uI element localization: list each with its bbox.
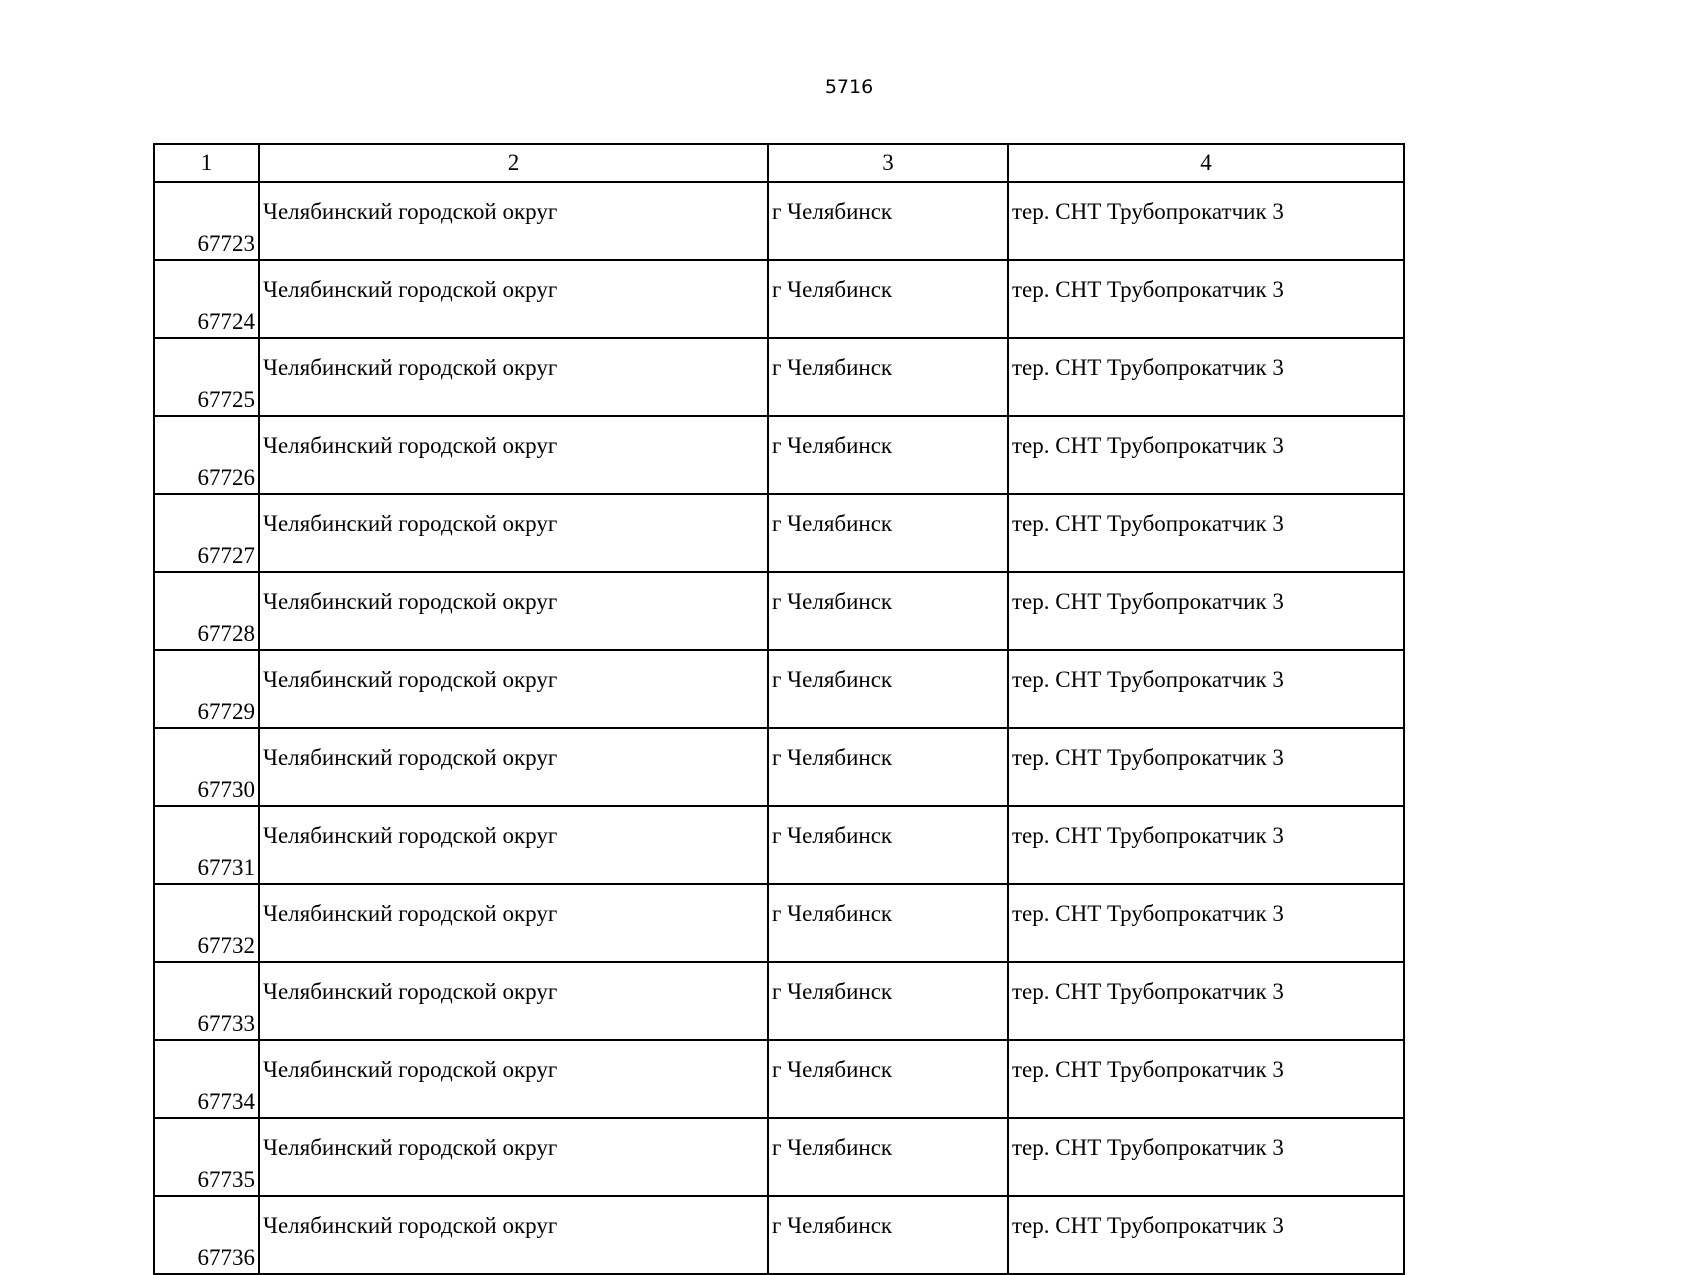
row-number-cell: 67735 (154, 1118, 259, 1196)
territory-cell: тер. СНТ Трубопрокатчик 3 (1008, 884, 1404, 962)
row-number-cell: 67728 (154, 572, 259, 650)
city-cell: г Челябинск (768, 728, 1008, 806)
table-row (154, 650, 1404, 728)
territory-cell: тер. СНТ Трубопрокатчик 3 (1008, 494, 1404, 572)
district-cell: Челябинский городской округ (259, 884, 768, 962)
row-number-cell: 67731 (154, 806, 259, 884)
district-cell: Челябинский городской округ (259, 728, 768, 806)
row-number-cell: 67734 (154, 1040, 259, 1118)
territory-cell: тер. СНТ Трубопрокатчик 3 (1008, 1196, 1404, 1274)
city-cell: г Челябинск (768, 806, 1008, 884)
table-row (154, 1196, 1404, 1274)
table-row (154, 1118, 1404, 1196)
district-cell: Челябинский городской округ (259, 182, 768, 260)
row-number-cell: 67733 (154, 962, 259, 1040)
column-header-4: 4 (1008, 144, 1404, 182)
territory-cell: тер. СНТ Трубопрокатчик 3 (1008, 182, 1404, 260)
territory-cell: тер. СНТ Трубопрокатчик 3 (1008, 338, 1404, 416)
row-number-cell: 67724 (154, 260, 259, 338)
territory-cell: тер. СНТ Трубопрокатчик 3 (1008, 260, 1404, 338)
territory-cell: тер. СНТ Трубопрокатчик 3 (1008, 572, 1404, 650)
territory-cell: тер. СНТ Трубопрокатчик 3 (1008, 416, 1404, 494)
data-table (153, 143, 1405, 1275)
row-number-cell: 67726 (154, 416, 259, 494)
territory-cell: тер. СНТ Трубопрокатчик 3 (1008, 1040, 1404, 1118)
territory-cell: тер. СНТ Трубопрокатчик 3 (1008, 1118, 1404, 1196)
row-number-cell: 67727 (154, 494, 259, 572)
district-cell: Челябинский городской округ (259, 338, 768, 416)
district-cell: Челябинский городской округ (259, 572, 768, 650)
district-cell: Челябинский городской округ (259, 260, 768, 338)
row-number-cell: 67736 (154, 1196, 259, 1274)
city-cell: г Челябинск (768, 962, 1008, 1040)
city-cell: г Челябинск (768, 1196, 1008, 1274)
table-row (154, 416, 1404, 494)
city-cell: г Челябинск (768, 1040, 1008, 1118)
column-header-2: 2 (259, 144, 768, 182)
table-row (154, 884, 1404, 962)
city-cell: г Челябинск (768, 338, 1008, 416)
city-cell: г Челябинск (768, 572, 1008, 650)
city-cell: г Челябинск (768, 182, 1008, 260)
row-number-cell: 67723 (154, 182, 259, 260)
city-cell: г Челябинск (768, 884, 1008, 962)
territory-cell: тер. СНТ Трубопрокатчик 3 (1008, 806, 1404, 884)
territory-cell: тер. СНТ Трубопрокатчик 3 (1008, 962, 1404, 1040)
district-cell: Челябинский городской округ (259, 416, 768, 494)
city-cell: г Челябинск (768, 494, 1008, 572)
table-row (154, 728, 1404, 806)
page-number: 5716 (824, 76, 874, 98)
column-header-1: 1 (154, 144, 259, 182)
district-cell: Челябинский городской округ (259, 494, 768, 572)
territory-cell: тер. СНТ Трубопрокатчик 3 (1008, 650, 1404, 728)
row-number-cell: 67725 (154, 338, 259, 416)
table-row (154, 494, 1404, 572)
row-number-cell: 67730 (154, 728, 259, 806)
column-header-3: 3 (768, 144, 1008, 182)
table-row (154, 962, 1404, 1040)
district-cell: Челябинский городской округ (259, 1040, 768, 1118)
table-row (154, 338, 1404, 416)
row-number-cell: 67732 (154, 884, 259, 962)
district-cell: Челябинский городской округ (259, 806, 768, 884)
city-cell: г Челябинск (768, 260, 1008, 338)
district-cell: Челябинский городской округ (259, 650, 768, 728)
table-row (154, 806, 1404, 884)
district-cell: Челябинский городской округ (259, 1196, 768, 1274)
district-cell: Челябинский городской округ (259, 962, 768, 1040)
row-number-cell: 67729 (154, 650, 259, 728)
table-row (154, 1040, 1404, 1118)
city-cell: г Челябинск (768, 416, 1008, 494)
table-header-row (154, 144, 1404, 182)
district-cell: Челябинский городской округ (259, 1118, 768, 1196)
city-cell: г Челябинск (768, 1118, 1008, 1196)
table-row (154, 182, 1404, 260)
table-row (154, 260, 1404, 338)
city-cell: г Челябинск (768, 650, 1008, 728)
territory-cell: тер. СНТ Трубопрокатчик 3 (1008, 728, 1404, 806)
table-row (154, 572, 1404, 650)
